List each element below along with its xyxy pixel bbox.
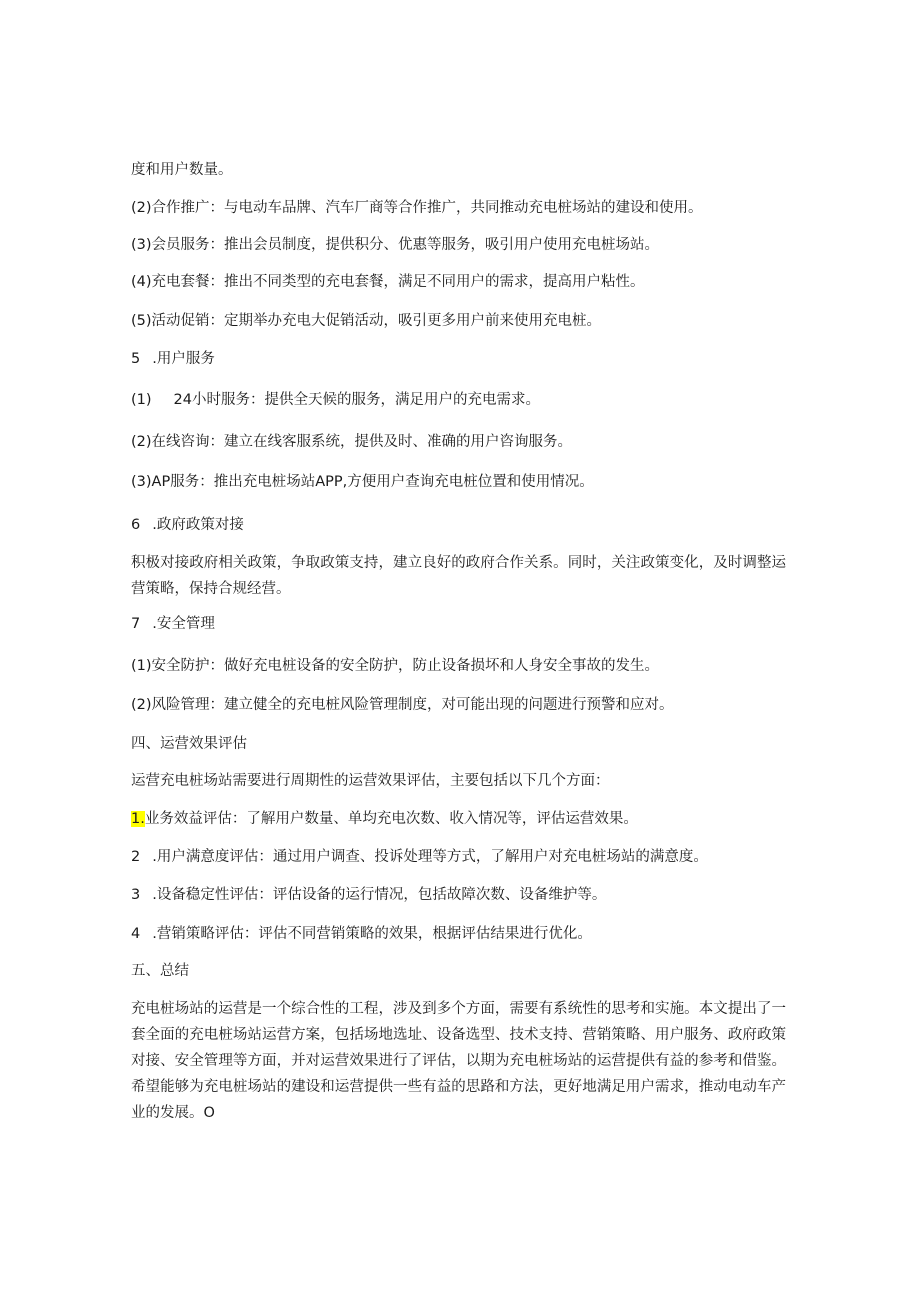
list-text: .营销策略评估：评估不同营销策略的效果，根据评估结果进行优化。	[152, 926, 592, 942]
heading-text: .政府政策对接	[152, 517, 244, 533]
heading-number: 5	[131, 351, 141, 367]
list-item	[131, 390, 540, 410]
list-item: (2)合作推广：与电动车品牌、汽车厂商等合作推广，共同推动充电桩场站的建设和使用。	[131, 200, 703, 216]
chapter-heading: 四、运营效果评估	[131, 736, 247, 752]
list-number: (1)	[131, 392, 152, 408]
list-item: (1)安全防护：做好充电桩设备的安全防护，防止设备损坏和人身安全事故的发生。	[131, 658, 660, 674]
section-heading	[131, 614, 215, 634]
document-page	[131, 0, 786, 1301]
list-item: (2)在线咨询：建立在线客服系统，提供及时、准确的用户咨询服务。	[131, 434, 573, 450]
list-item: (5)活动促销：定期举办充电大促销活动，吸引更多用户前来使用充电桩。	[131, 313, 602, 329]
list-item	[131, 809, 638, 829]
list-item: (2)风险管理：建立健全的充电桩风险管理制度，对可能出现的问题进行预警和应对。	[131, 697, 674, 713]
list-number: 3	[131, 887, 141, 903]
section-heading	[131, 349, 215, 369]
heading-text: .安全管理	[152, 616, 215, 632]
list-number-highlighted: 1.	[131, 811, 145, 827]
list-item	[131, 847, 708, 867]
list-text: .用户满意度评估：通过用户调查、投诉处理等方式，了解用户对充电桩场站的满意度。	[152, 849, 708, 865]
list-text: 业务效益评估：了解用户数量、单均充电次数、收入情况等，评估运营效果。	[144, 811, 638, 827]
list-item: (4)充电套餐：推出不同类型的充电套餐，满足不同用户的需求，提高用户粘性。	[131, 274, 645, 290]
list-number: 2	[131, 849, 141, 865]
paragraph: 充电桩场站的运营是一个综合性的工程，涉及到多个方面，需要有系统性的思考和实施。本文提出了一套全面的充电桩场站运营方案，包括场地选址、设备选型、技术支持、营销策略、用户服务、政府政策对接、安全管理等方面，并对运营效果进行了评估，以期为充电桩场站的运营提供有益的参考和借鉴。希望能够为充电桩场站的建设和运营提供一些有益的思路和方法，更好地满足用户需求，推动电动车产业的发展。O	[131, 1001, 786, 1121]
chapter-heading: 五、总结	[131, 963, 189, 979]
list-item: (3)AP服务：推出充电桩场站APP,方便用户查询充电桩位置和使用情况。	[131, 474, 594, 490]
list-item: (3)会员服务：推出会员制度，提供积分、优惠等服务，吸引用户使用充电桩场站。	[131, 237, 660, 253]
list-item	[131, 885, 606, 905]
section-heading	[131, 515, 244, 535]
paragraph: 积极对接政府相关政策，争取政策支持，建立良好的政府合作关系。同时，关注政策变化，及时调整运营策略，保持合规经营。	[131, 555, 786, 597]
text-line: 运营充电桩场站需要进行周期性的运营效果评估，主要包括以下几个方面：	[131, 773, 610, 789]
list-text: .设备稳定性评估：评估设备的运行情况，包括故障次数、设备维护等。	[152, 887, 607, 903]
list-number: 4	[131, 926, 141, 942]
heading-text: .用户服务	[152, 351, 215, 367]
heading-number: 7	[131, 616, 141, 632]
list-text: 24小时服务：提供全天候的服务，满足用户的充电需求。	[173, 392, 540, 408]
text-line: 度和用户数量。	[131, 162, 233, 178]
list-item	[131, 924, 592, 944]
heading-number: 6	[131, 517, 141, 533]
